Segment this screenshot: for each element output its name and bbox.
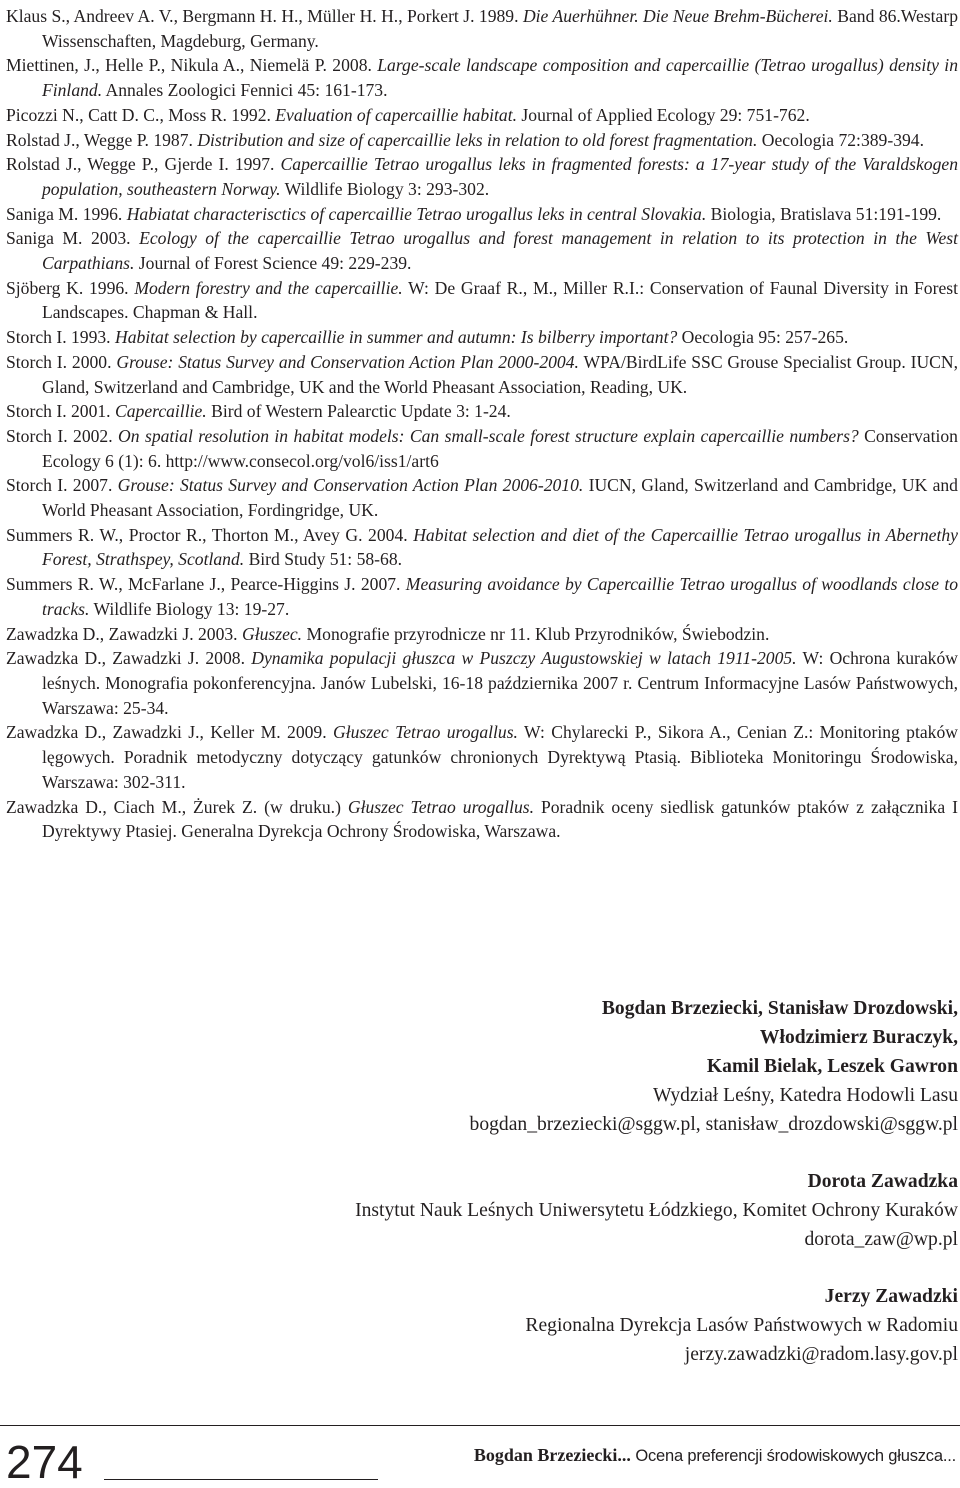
reference-entry bbox=[6, 572, 958, 621]
ref-source: Band 86.Westarp Wissenschaften, Magdeburg, Germany. bbox=[42, 6, 959, 51]
ref-title: Modern forestry and the capercaillie. bbox=[134, 277, 403, 298]
reference-entry bbox=[6, 152, 958, 201]
institution: Instytut Nauk Leśnych Uniwersytetu Łódzkiego, Komitet Ochrony Kuraków bbox=[355, 1200, 958, 1221]
reference-entry bbox=[6, 795, 958, 844]
running-title: Ocena preferencji środowiskowych głuszca... bbox=[635, 1447, 956, 1465]
ref-source: Oecologia 72:389-394. bbox=[761, 129, 924, 150]
ref-title: Głuszec Tetrao urogallus. bbox=[333, 722, 518, 743]
author-names: Jerzy Zawadzki bbox=[824, 1286, 958, 1307]
ref-title: Habiatat characterisctics of capercaillie Tetrao urogallus leks in central Slovakia. bbox=[126, 203, 707, 224]
ref-authors: Saniga M. 1996. bbox=[6, 203, 123, 224]
ref-title: Evaluation of capercaillie habitat. bbox=[275, 104, 518, 125]
ref-source: Conservation Ecology 6 (1): 6. http://www.consecol.org/vol6/iss1/art6 bbox=[42, 425, 958, 471]
ref-authors: Picozzi N., Catt D. C., Moss R. 1992. bbox=[6, 104, 271, 125]
ref-authors: Rolstad J., Wegge P., Gjerde I. 1997. bbox=[6, 154, 275, 175]
email: bogdan_brzeziecki@sggw.pl, stanisław_drozdowski@sggw.pl bbox=[469, 1114, 958, 1135]
page-number: 274 bbox=[6, 1436, 83, 1488]
email: jerzy.zawadzki@radom.lasy.gov.pl bbox=[684, 1344, 958, 1365]
ref-title: Habitat selection and diet of the Capercaillie Tetrao urogallus in Abernethy Forest, Strathspey, Scotland. bbox=[42, 524, 958, 570]
ref-source: Monografie przyrodnicze nr 11. Klub Przyrodników, Świebodzin. bbox=[306, 623, 770, 644]
ref-title: Grouse: Status Survey and Conservation Action Plan 2000-2004. bbox=[116, 351, 579, 372]
email: dorota_zaw@wp.pl bbox=[804, 1229, 958, 1250]
reference-entry bbox=[6, 325, 958, 350]
author-names: Włodzimierz Buraczyk, bbox=[759, 1027, 958, 1048]
reference-entry bbox=[6, 202, 958, 227]
affiliation-block bbox=[58, 994, 958, 1139]
affiliation-block bbox=[58, 1167, 958, 1254]
ref-title: Die Auerhühner. Die Neue Brehm-Bücherei. bbox=[522, 6, 833, 26]
ref-title: Large-scale landscape composition and capercaillie (Tetrao urogallus) density in Finland. bbox=[42, 55, 958, 101]
ref-source: IUCN, Gland, Switzerland and Cambridge, UK and World Pheasant Association, Fordingridge, UK. bbox=[42, 475, 958, 521]
author-affiliations bbox=[58, 994, 958, 1397]
ref-source: Poradnik oceny siedlisk gatunków ptaków z załącznika I Dyrektywy Ptasiej. Generalna Dyrekcja Ochrony Środowiska, Warszawa. bbox=[42, 796, 958, 842]
reference-entry bbox=[6, 622, 958, 647]
ref-source: W: Chylarecki P., Sikora A., Cenian Z.: Monitoring ptaków lęgowych. Poradnik metodyczny dotyczący gatunków chronionych Dyrektywą Ptasią. Biblioteka Monitoringu Środowiska, Warszawa: 302-311. bbox=[42, 722, 958, 792]
ref-authors: Rolstad J., Wegge P. 1987. bbox=[6, 129, 193, 150]
ref-authors: Zawadzka D., Zawadzki J., Keller M. 2009. bbox=[6, 722, 327, 743]
footer-divider bbox=[0, 1425, 960, 1426]
reference-list bbox=[6, 4, 958, 844]
ref-title: Głuszec. bbox=[241, 623, 303, 644]
reference-entry bbox=[6, 523, 958, 572]
ref-title: Capercaillie. bbox=[114, 401, 207, 422]
reference-entry bbox=[6, 4, 958, 53]
reference-entry bbox=[6, 646, 958, 720]
reference-entry bbox=[6, 53, 958, 102]
ref-authors: Klaus S., Andreev A. V., Bergmann H. H., Müller H. H., Porkert J. 1989. bbox=[6, 6, 519, 26]
ref-source: Bird of Western Palearctic Update 3: 1-24. bbox=[211, 401, 511, 422]
ref-title: Habitat selection by capercaillie in summer and autumn: Is bilberry important? bbox=[114, 327, 678, 348]
ref-authors: Zawadzka D., Zawadzki J. 2008. bbox=[6, 648, 245, 669]
reference-entry bbox=[6, 424, 958, 473]
reference-entry bbox=[6, 128, 958, 153]
reference-entry bbox=[6, 226, 958, 275]
ref-source: Wildlife Biology 13: 19-27. bbox=[93, 598, 290, 619]
running-footer bbox=[474, 1443, 956, 1468]
ref-source: Oecologia 95: 257-265. bbox=[681, 327, 849, 348]
ref-title: Dynamika populacji głuszca w Puszczy Augustowskiej w latach 1911-2005. bbox=[251, 648, 797, 669]
ref-title: On spatial resolution in habitat models: Can small-scale forest structure explain capercaillie numbers? bbox=[118, 425, 859, 446]
ref-title: Głuszec Tetrao urogallus. bbox=[347, 796, 534, 817]
ref-authors: Storch I. 2000. bbox=[6, 351, 112, 372]
reference-entry bbox=[6, 276, 958, 325]
ref-source: Journal of Applied Ecology 29: 751-762. bbox=[521, 104, 810, 125]
affiliation-block bbox=[58, 1282, 958, 1369]
ref-title: Measuring avoidance by Capercaillie Tetrao urogallus of woodlands close to tracks. bbox=[42, 574, 959, 619]
ref-source: Bird Study 51: 58-68. bbox=[248, 549, 403, 570]
ref-authors: Sjöberg K. 1996. bbox=[6, 277, 129, 298]
ref-title: Capercaillie Tetrao urogallus leks in fragmented forests: a 17-year study of the Varaldskogen population, southeastern Norway. bbox=[42, 154, 959, 199]
ref-source: W: Ochrona kuraków leśnych. Monografia pokonferencyjna. Janów Lubelski, 16-18 października 2007 r. Centrum Informacyjne Lasów Państwowych, Warszawa: 25-34. bbox=[42, 648, 958, 718]
reference-entry bbox=[6, 350, 958, 399]
ref-authors: Storch I. 2007. bbox=[6, 475, 113, 496]
ref-authors: Storch I. 2002. bbox=[6, 425, 113, 446]
ref-authors: Storch I. 1993. bbox=[6, 327, 111, 348]
running-author: Bogdan Brzeziecki... bbox=[473, 1445, 631, 1465]
ref-authors: Summers R. W., McFarlane J., Pearce-Higgins J. 2007. bbox=[6, 574, 401, 595]
ref-source: Journal of Forest Science 49: 229-239. bbox=[138, 253, 412, 274]
author-names: Bogdan Brzeziecki, Stanisław Drozdowski, bbox=[601, 998, 958, 1019]
ref-title: Distribution and size of capercaillie leks in relation to old forest fragmentation. bbox=[197, 129, 758, 150]
reference-entry bbox=[6, 720, 958, 794]
reference-entry bbox=[6, 399, 958, 424]
ref-authors: Zawadzka D., Zawadzki J. 2003. bbox=[6, 623, 238, 644]
ref-authors: Miettinen, J., Helle P., Nikula A., Niemelä P. 2008. bbox=[6, 55, 372, 76]
ref-source: Annales Zoologici Fennici 45: 161-173. bbox=[105, 80, 388, 101]
ref-authors: Storch I. 2001. bbox=[6, 401, 111, 422]
ref-title: Grouse: Status Survey and Conservation Action Plan 2006-2010. bbox=[117, 475, 584, 496]
author-names: Kamil Bielak, Leszek Gawron bbox=[706, 1056, 958, 1077]
ref-title: Ecology of the capercaillie Tetrao urogallus and forest management in relation to its protection in the West Carpathians. bbox=[42, 228, 959, 274]
reference-entry bbox=[6, 103, 958, 128]
author-names: Dorota Zawadzka bbox=[807, 1171, 958, 1192]
ref-authors: Summers R. W., Proctor R., Thorton M., Avey G. 2004. bbox=[6, 524, 408, 545]
ref-source: W: De Graaf R., M., Miller R.I.: Conservation of Faunal Diversity in Forest Landscapes. Chapman & Hall. bbox=[42, 277, 958, 323]
ref-source: WPA/BirdLife SSC Grouse Specialist Group. IUCN, Gland, Switzerland and Cambridge, UK and the World Pheasant Association, Reading, UK. bbox=[42, 351, 958, 397]
ref-authors: Saniga M. 2003. bbox=[6, 228, 131, 249]
page-number-underline bbox=[104, 1479, 378, 1480]
institution: Wydział Leśny, Katedra Hodowli Lasu bbox=[653, 1085, 958, 1106]
institution: Regionalna Dyrekcja Lasów Państwowych w Radomiu bbox=[525, 1315, 958, 1336]
reference-entry bbox=[6, 473, 958, 522]
ref-source: Wildlife Biology 3: 293-302. bbox=[284, 178, 490, 199]
ref-authors: Zawadzka D., Ciach M., Żurek Z. (w druku.) bbox=[6, 796, 341, 817]
ref-source: Biologia, Bratislava 51:191-199. bbox=[710, 203, 942, 224]
